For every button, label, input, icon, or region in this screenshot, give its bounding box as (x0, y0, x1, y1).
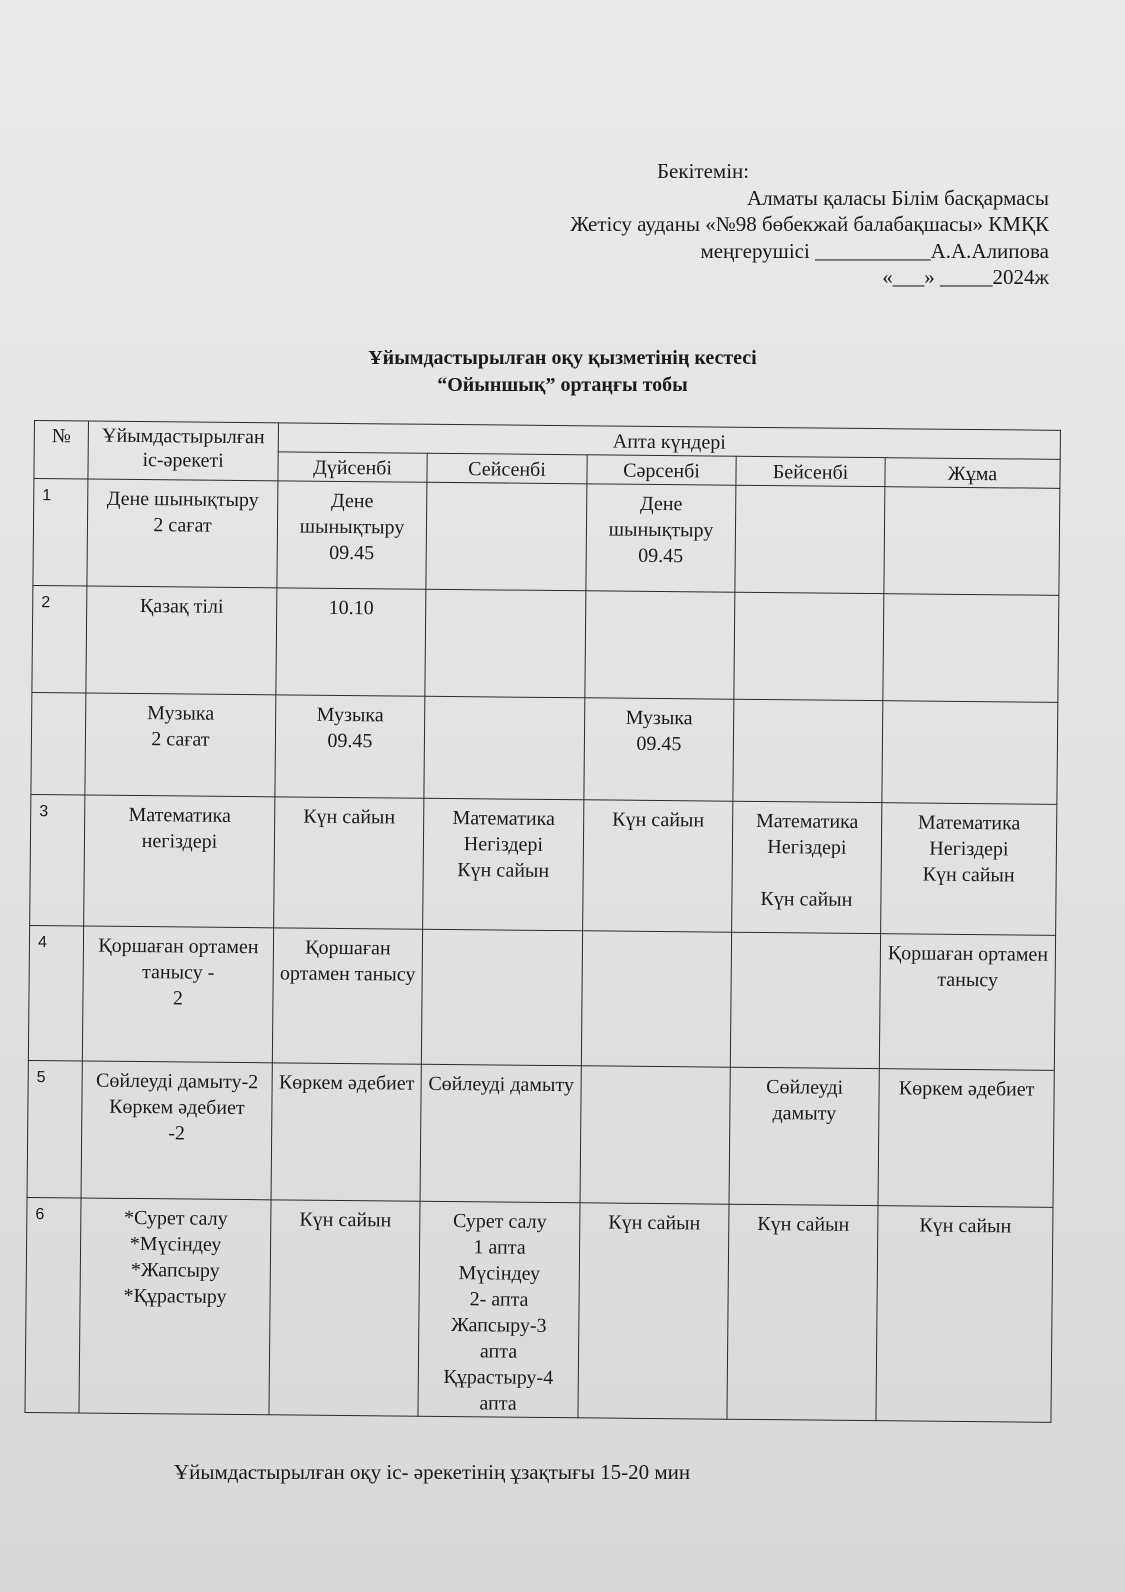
schedule-cell: Күн сайын (876, 1206, 1053, 1423)
row-activity: Дене шынықтыру 2 сағат (87, 479, 278, 588)
approval-organization: Алматы қаласы Білім басқармасы (747, 185, 1049, 210)
table-row (27, 1060, 1054, 1207)
row-activity: Қазақ тілі (86, 586, 277, 695)
header-weekdays: Апта күндері (278, 423, 1060, 460)
approval-kindergarten: Жетісу ауданы «№98 бөбекжай балабақшасы» КМҚК (570, 212, 1049, 236)
header-day-thursday: Бейсенбі (736, 456, 885, 486)
schedule-cell: Күн сайын (727, 1204, 878, 1420)
schedule-cell: Сурет салу 1 апта Мүсіндеу 2- апта Жапсыру-3 апта Құрастыру-4 апта (418, 1201, 580, 1418)
footer-note: Ұйымдастырылған оқу іс- әрекетінің ұзақтығы 15-20 мин (174, 1460, 691, 1484)
schedule-table (24, 420, 1061, 1423)
schedule-cell: Сөйлеуді дамыту (420, 1064, 581, 1203)
table-row (31, 692, 1058, 804)
row-activity: Қоршаған ортамен танысу - 2 (82, 926, 273, 1063)
row-activity: *Сурет салу *Мүсіндеу *Жапсыру *Құрастыру (79, 1198, 271, 1415)
schedule-cell (585, 591, 735, 699)
approval-date: «___» _____2024ж (882, 265, 1049, 289)
schedule-cell: Музыка 09.45 (584, 698, 734, 801)
schedule-cell: Музыка 09.45 (275, 695, 425, 798)
header-day-friday: Жұма (885, 458, 1060, 489)
schedule-cell: Күн сайын (274, 797, 424, 929)
schedule-cell: Математика Негіздері Күн сайын (881, 803, 1057, 936)
schedule-cell (734, 592, 884, 700)
schedule-cell (884, 487, 1060, 596)
schedule-cell: Дене шынықтыру 09.45 (277, 481, 427, 589)
approval-label: Бекітемін: (657, 159, 750, 183)
schedule-cell (421, 929, 582, 1066)
approval-block (489, 158, 1049, 291)
approval-head-signature: меңгерушісі ___________А.А.Алипова (700, 238, 1049, 263)
schedule-cell: Математика Негіздері Күн сайын (423, 798, 584, 931)
schedule-cell (426, 482, 587, 591)
schedule-cell: Көркем әдебиет (878, 1069, 1054, 1208)
schedule-cell: Математика Негіздері Күн сайын (732, 801, 882, 933)
schedule-cell (730, 932, 880, 1068)
row-number: 6 (25, 1197, 81, 1413)
table-row (30, 794, 1057, 935)
header-activity: Ұйымдастырылған іс-әрекеті (88, 421, 279, 481)
row-number: 3 (30, 794, 85, 926)
schedule-cell (425, 589, 586, 698)
schedule-cell: Қоршаған ортамен танысу (879, 934, 1055, 1071)
schedule-cell: 10.10 (276, 588, 426, 696)
table-row (33, 479, 1060, 596)
row-activity: Математика негіздері (84, 795, 275, 928)
header-day-wednesday: Сәрсенбі (587, 455, 736, 485)
schedule-cell: Қоршаған ортамен танысу (272, 928, 422, 1064)
schedule-cell: Күн сайын (578, 1203, 729, 1419)
title-line-2: “Ойыншық” ортаңғы тобы (437, 374, 688, 396)
schedule-cell (883, 594, 1059, 703)
schedule-cell: Сөйлеуді дамыту (729, 1067, 879, 1205)
row-activity: Сөйлеуді дамыту-2 Көркем әдебиет -2 (81, 1061, 272, 1200)
schedule-cell (580, 1066, 730, 1204)
schedule-cell (735, 485, 885, 593)
header-day-tuesday: Сейсенбі (427, 453, 587, 484)
schedule-cell: Күн сайын (583, 800, 733, 932)
title-line-1: Ұйымдастырылған оқу қызметінің кестесі (368, 347, 757, 369)
row-activity: Музыка 2 сағат (85, 693, 276, 797)
header-number: № (34, 421, 89, 480)
schedule-cell: Көркем әдебиет (271, 1063, 421, 1201)
row-number: 5 (27, 1060, 82, 1198)
schedule-cell (424, 696, 585, 800)
table-row (28, 925, 1055, 1070)
schedule-cell (882, 701, 1058, 805)
schedule-cell (733, 699, 883, 802)
row-number: 4 (28, 925, 83, 1061)
header-day-monday: Дүйсенбі (278, 452, 427, 482)
row-number (31, 692, 86, 795)
row-number: 1 (33, 479, 88, 587)
table-row (32, 585, 1059, 702)
row-number: 2 (32, 585, 87, 693)
table-row (25, 1197, 1053, 1422)
schedule-cell: Күн сайын (269, 1200, 420, 1416)
schedule-cell: Дене шынықтыру 09.45 (586, 484, 736, 592)
schedule-cell (581, 931, 731, 1067)
schedule-rows (25, 479, 1060, 1423)
document-title (0, 345, 1125, 399)
